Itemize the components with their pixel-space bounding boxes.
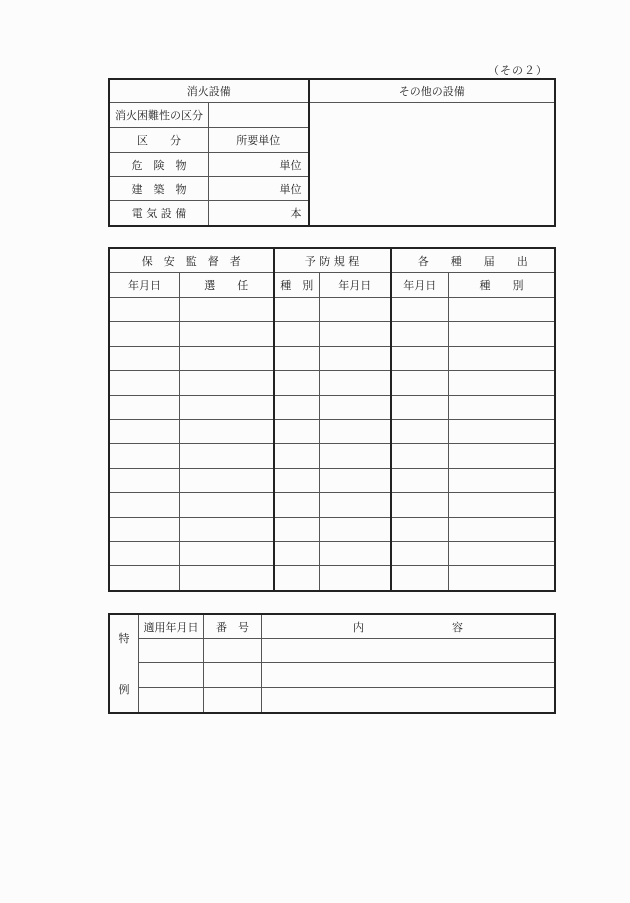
supervisor-date-field[interactable] <box>110 371 180 395</box>
supervisor-appointment-field[interactable] <box>180 541 274 565</box>
supervisor-appointment-field[interactable] <box>180 322 274 346</box>
notification-type-field[interactable] <box>449 517 555 541</box>
rules-type-field[interactable] <box>274 468 320 492</box>
supervisor-appointment-field[interactable] <box>180 493 274 517</box>
rules-type-field[interactable] <box>274 346 320 370</box>
notification-date-field[interactable] <box>391 298 449 322</box>
rules-type-field[interactable] <box>274 566 320 590</box>
rules-type-field[interactable] <box>274 298 320 322</box>
table-row <box>110 419 555 443</box>
table-row <box>110 371 555 395</box>
other-equipment-title: その他の設備 <box>309 80 555 103</box>
exception-date-field[interactable] <box>139 688 204 713</box>
supervisor-date-field[interactable] <box>110 444 180 468</box>
rules-type-field[interactable] <box>274 395 320 419</box>
rules-type-field[interactable] <box>274 541 320 565</box>
notification-date-field[interactable] <box>391 541 449 565</box>
notification-type-field[interactable] <box>449 419 555 443</box>
rules-date-field[interactable] <box>320 468 391 492</box>
supervisor-appointment-field[interactable] <box>180 346 274 370</box>
notification-date-field[interactable] <box>391 419 449 443</box>
supervisor-date-field[interactable] <box>110 468 180 492</box>
building-units-field[interactable]: 単位 <box>209 177 309 201</box>
records-table <box>109 248 555 591</box>
notification-type-header: 種 別 <box>449 273 555 298</box>
difficulty-field[interactable] <box>209 103 309 128</box>
fire-equipment-title: 消火設備 <box>110 80 309 103</box>
notification-type-field[interactable] <box>449 541 555 565</box>
notification-date-field[interactable] <box>391 346 449 370</box>
exception-number-field[interactable] <box>204 688 262 713</box>
hazardous-materials-units-field[interactable]: 単位 <box>209 153 309 177</box>
rules-date-field[interactable] <box>320 322 391 346</box>
notification-date-field[interactable] <box>391 566 449 590</box>
supervisor-date-field[interactable] <box>110 395 180 419</box>
other-equipment-field[interactable] <box>309 103 555 226</box>
notification-type-field[interactable] <box>449 298 555 322</box>
rules-date-field[interactable] <box>320 346 391 370</box>
applied-date-header: 適用年月日 <box>139 615 204 639</box>
rules-date-field[interactable] <box>320 298 391 322</box>
table-row <box>110 298 555 322</box>
rules-type-field[interactable] <box>274 419 320 443</box>
supervisor-date-field[interactable] <box>110 566 180 590</box>
exception-date-field[interactable] <box>139 663 204 688</box>
exceptions-side-label <box>110 615 139 713</box>
hazardous-materials-label: 危 険 物 <box>110 153 209 177</box>
exception-content-field[interactable] <box>262 639 555 663</box>
notification-type-field[interactable] <box>449 444 555 468</box>
table-row <box>110 322 555 346</box>
rules-date-field[interactable] <box>320 566 391 590</box>
rules-type-field[interactable] <box>274 517 320 541</box>
notification-type-field[interactable] <box>449 322 555 346</box>
supervisor-appointment-field[interactable] <box>180 371 274 395</box>
notification-type-field[interactable] <box>449 566 555 590</box>
exceptions-table <box>109 614 555 713</box>
class-header: 区 分 <box>110 128 209 153</box>
rules-date-field[interactable] <box>320 419 391 443</box>
rules-date-field[interactable] <box>320 395 391 419</box>
notification-type-field[interactable] <box>449 493 555 517</box>
table-row <box>110 468 555 492</box>
supervisor-date-field[interactable] <box>110 322 180 346</box>
notification-type-field[interactable] <box>449 395 555 419</box>
exception-content-field[interactable] <box>262 663 555 688</box>
supervisor-appointment-field[interactable] <box>180 566 274 590</box>
notification-date-field[interactable] <box>391 517 449 541</box>
notification-type-field[interactable] <box>449 468 555 492</box>
electrical-equipment-label: 電 気 設 備 <box>110 201 209 226</box>
fire-equipment-table <box>109 79 555 226</box>
rules-date-field[interactable] <box>320 371 391 395</box>
electrical-equipment-count-field[interactable]: 本 <box>209 201 309 226</box>
difficulty-label: 消火困難性の区分 <box>110 103 209 128</box>
page-number-label: （その２） <box>488 64 548 77</box>
supervisor-appointment-field[interactable] <box>180 468 274 492</box>
prevention-rules-header: 予 防 規 程 <box>274 249 391 273</box>
table-row <box>110 493 555 517</box>
supervisor-date-field[interactable] <box>110 517 180 541</box>
exception-number-field[interactable] <box>204 639 262 663</box>
supervisor-date-field[interactable] <box>110 419 180 443</box>
supervisor-appointment-field[interactable] <box>180 395 274 419</box>
rules-date-field[interactable] <box>320 541 391 565</box>
notification-date-field[interactable] <box>391 444 449 468</box>
notification-type-field[interactable] <box>449 346 555 370</box>
exception-content-field[interactable] <box>262 688 555 713</box>
rules-date-field[interactable] <box>320 517 391 541</box>
rules-type-field[interactable] <box>274 371 320 395</box>
notification-date-field[interactable] <box>391 322 449 346</box>
notifications-header: 各 種 届 出 <box>391 249 555 273</box>
table-row <box>110 517 555 541</box>
exception-date-field[interactable] <box>139 639 204 663</box>
rules-type-field[interactable] <box>274 444 320 468</box>
table-row <box>110 346 555 370</box>
supervisor-date-header: 年月日 <box>110 273 180 298</box>
notification-date-field[interactable] <box>391 395 449 419</box>
table-row <box>110 541 555 565</box>
table-row <box>110 444 555 468</box>
exceptions-label-bottom: 例 <box>118 682 130 696</box>
supervisor-date-field[interactable] <box>110 346 180 370</box>
content-header: 内 容 <box>262 615 555 639</box>
safety-supervisor-header: 保 安 監 督 者 <box>110 249 274 273</box>
exceptions-label-top: 特 <box>118 631 130 645</box>
table-row <box>110 395 555 419</box>
notification-date-field[interactable] <box>391 371 449 395</box>
rules-date-header: 年月日 <box>320 273 391 298</box>
supervisor-date-field[interactable] <box>110 541 180 565</box>
required-units-header: 所要単位 <box>209 128 309 153</box>
rules-date-field[interactable] <box>320 444 391 468</box>
number-header: 番 号 <box>204 615 262 639</box>
supervisor-date-field[interactable] <box>110 493 180 517</box>
notification-type-field[interactable] <box>449 371 555 395</box>
exception-number-field[interactable] <box>204 663 262 688</box>
rules-type-header: 種 別 <box>274 273 320 298</box>
supervisor-appointment-header: 選 任 <box>180 273 274 298</box>
rules-date-field[interactable] <box>320 493 391 517</box>
supervisor-appointment-field[interactable] <box>180 419 274 443</box>
notification-date-header: 年月日 <box>391 273 449 298</box>
supervisor-appointment-field[interactable] <box>180 444 274 468</box>
rules-type-field[interactable] <box>274 493 320 517</box>
table-row <box>110 566 555 590</box>
supervisor-appointment-field[interactable] <box>180 298 274 322</box>
rules-type-field[interactable] <box>274 322 320 346</box>
building-label: 建 築 物 <box>110 177 209 201</box>
notification-date-field[interactable] <box>391 493 449 517</box>
supervisor-date-field[interactable] <box>110 298 180 322</box>
notification-date-field[interactable] <box>391 468 449 492</box>
supervisor-appointment-field[interactable] <box>180 517 274 541</box>
